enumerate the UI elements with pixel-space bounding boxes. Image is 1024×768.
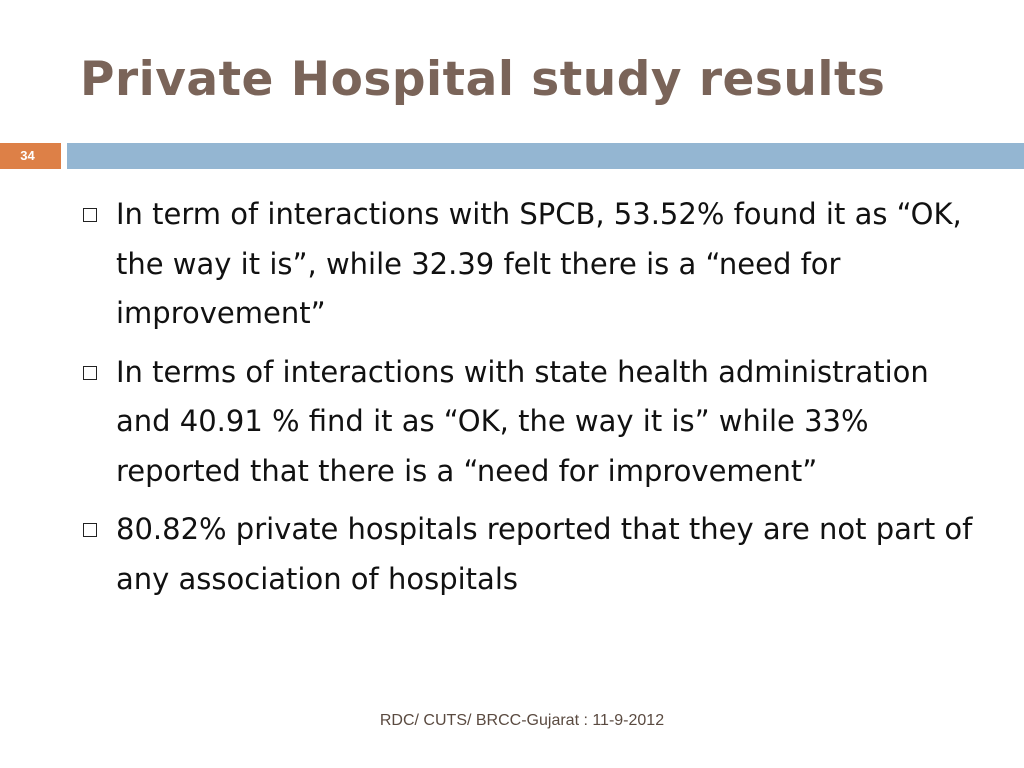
accent-bar: [67, 143, 1024, 169]
bullet-item: [80, 190, 980, 339]
bullet-text: In term of interactions with SPCB, 53.52% found it as “OK, the way it is”, while 32.39 felt there is a “need for improvement”: [116, 197, 962, 330]
footer-text: RDC/ CUTS/ BRCC-Gujarat : 11-9-2012: [379, 712, 665, 729]
slide-number: 34: [0, 143, 61, 169]
bullet-item: [80, 348, 980, 497]
slide-title: Private Hospital study results: [80, 52, 886, 107]
bullet-text: In terms of interactions with state health administration and 40.91 % find it as “OK, the way it is” while 33% reported that there is a “need for improvement”: [116, 354, 929, 488]
checkbox-square-icon: [83, 208, 97, 222]
bullet-list: [80, 190, 980, 613]
checkbox-square-icon: [83, 366, 97, 380]
bullet-item: [80, 505, 980, 604]
checkbox-square-icon: [83, 523, 97, 537]
bullet-text: 80.82% private hospitals reported that they are not part of any association of hospitals: [116, 512, 973, 596]
